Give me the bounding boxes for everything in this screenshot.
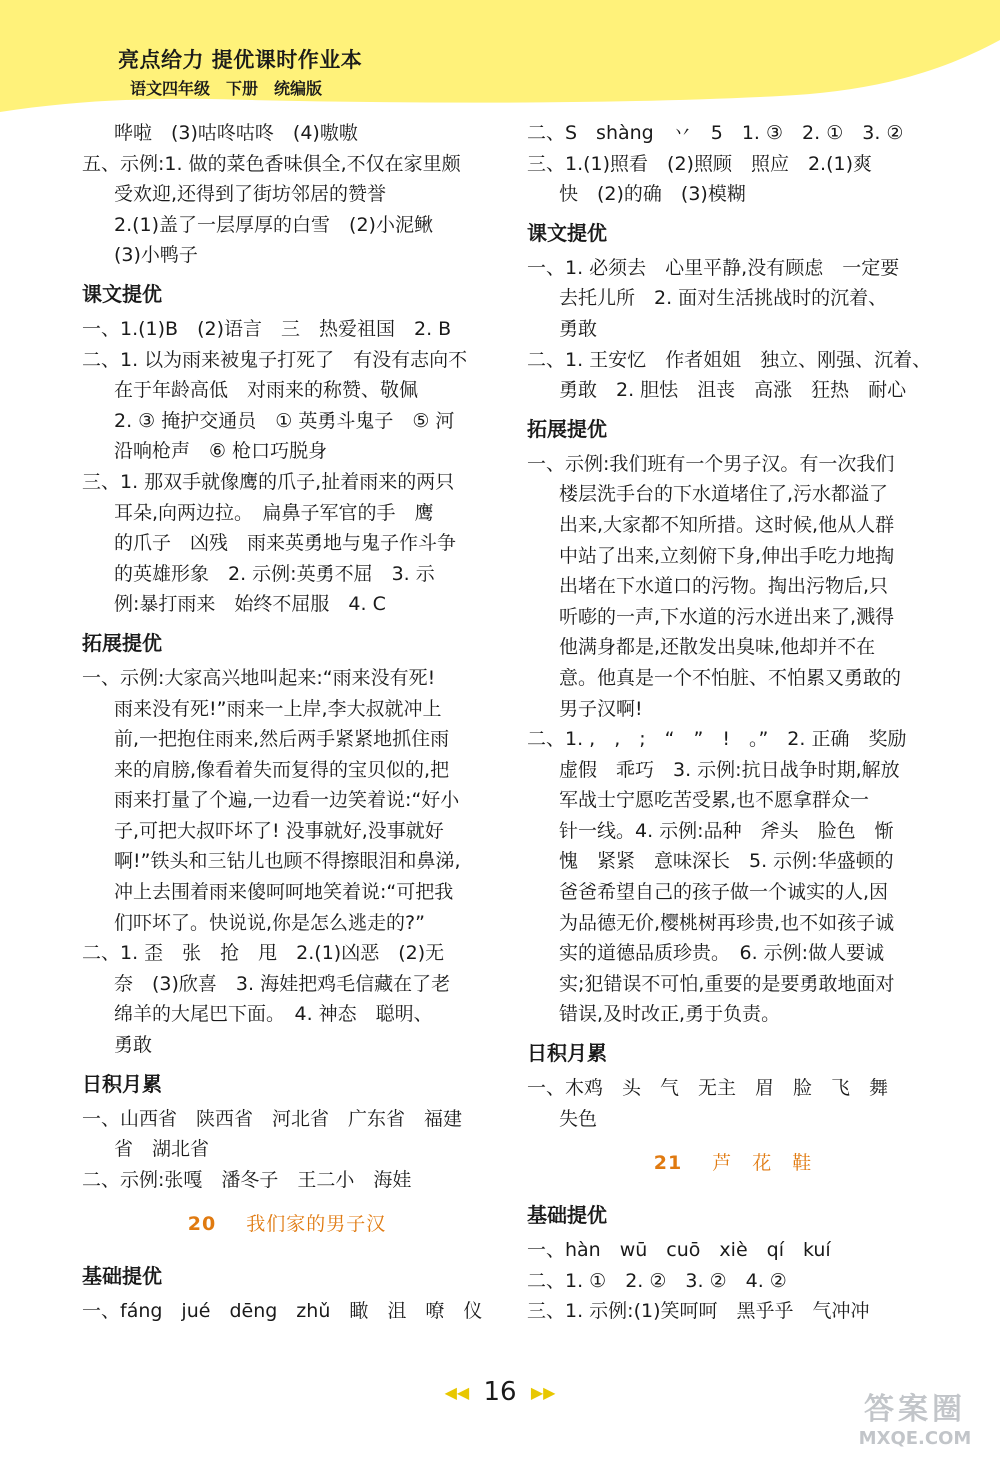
answer-line: 二、1. ① 2. ② 3. ② 4. ② (527, 1269, 787, 1292)
answer-line: 五、示例:1. 做的菜色香味俱全,不仅在家里颇 (82, 152, 461, 175)
answer-line: 冲上去围着雨来傻呵呵地笑着说:“可把我 (114, 881, 454, 904)
answer-line: 男子汉啊! (559, 697, 643, 720)
answer-line: 他满身都是,还散发出臭味,他却并不在 (559, 636, 876, 659)
section-heading: 拓展提优 (527, 416, 607, 441)
answer-line: 雨来打量了个遍,一边看一边笑着说:“好小 (114, 789, 460, 812)
watermark (830, 1392, 1000, 1454)
answer-line: 愧 紧紧 意味深长 5. 示例:华盛顿的 (559, 850, 894, 873)
answer-line: 2. ③ 掩护交通员 ① 英勇斗鬼子 ⑤ 河 (114, 409, 455, 432)
answer-line: 一、fáng jué dēng zhǔ 瞰 沮 嘹 仪 (82, 1300, 483, 1323)
answer-line: 在于年龄高低 对雨来的称赞、敬佩 (114, 379, 419, 402)
watermark-logo: 答案圈 (864, 1392, 966, 1427)
answer-line: 二、S shàng 丷 5 1. ③ 2. ① 3. ② (527, 122, 904, 144)
answer-line: 失色 (559, 1107, 598, 1130)
section-heading: 日积月累 (82, 1071, 162, 1096)
answer-line: 一、1. 必须去 心里平静,没有顾虑 一定要 (527, 256, 900, 279)
answer-line: 例:暴打雨来 始终不屈服 4. C (114, 593, 386, 616)
section-heading: 基础提优 (527, 1203, 607, 1228)
answer-line: 虚假 乖巧 3. 示例:抗日战争时期,解放 (559, 758, 900, 781)
right-column (527, 118, 939, 1327)
answer-line: 勇敢 (114, 1034, 153, 1057)
answer-line: 爸爸希望自己的孩子做一个诚实的人,因 (559, 881, 889, 904)
answer-line: 2.(1)盖了一层厚厚的白雪 (2)小泥鳅 (114, 213, 433, 236)
answer-line: 三、1. 那双手就像鹰的爪子,扯着雨来的两只 (82, 470, 455, 493)
double-left-arrow-icon[interactable]: ◀◀ (444, 1382, 470, 1402)
answer-line: 二、1. 王安忆 作者姐姐 独立、刚强、沉着、 (527, 348, 932, 371)
watermark-site: MXQE.COM (858, 1428, 972, 1449)
answer-line: 二、1. 以为雨来被鬼子打死了 有没有志向不 (82, 348, 468, 371)
book-subtitle: 语文四年级 下册 统编版 (130, 79, 323, 98)
answer-line: 一、1.(1)B (2)语言 三 热爱祖国 2. B (82, 317, 452, 340)
answer-line: 中站了出来,立刻俯下身,伸出手吃力地掏 (559, 544, 895, 567)
section-heading: 拓展提优 (82, 630, 162, 655)
lesson-title (82, 1195, 492, 1253)
answer-line: 出堵在下水道口的污物。掏出污物后,只 (559, 575, 889, 598)
answer-line: 实;犯错误不可怕,重要的是要勇敢地面对 (559, 972, 895, 995)
answer-line: 子,可把大叔吓坏了! 没事就好,没事就好 (114, 819, 444, 842)
answer-line: 三、1. 示例:(1)笑呵呵 黑乎乎 气冲冲 (527, 1300, 870, 1323)
answer-line: 的爪子 凶残 雨来英勇地与鬼子作斗争 (114, 532, 457, 555)
lesson-number: 20 (187, 1213, 217, 1236)
lesson-name: 芦 花 鞋 (712, 1152, 813, 1175)
answer-line: 楼层洗手台的下水道堵住了,污水都溢了 (559, 483, 889, 506)
answer-line: 快 (2)的确 (3)模糊 (559, 183, 746, 206)
answer-line: 针一线。4. 示例:品种 斧头 脸色 惭 (559, 819, 894, 842)
answer-line: 为品德无价,樱桃树再珍贵,也不如孩子诚 (559, 911, 895, 934)
answer-line: 啊!”铁头和三钻儿也顾不得擦眼泪和鼻涕, (114, 850, 461, 873)
section-heading: 课文提优 (527, 220, 607, 245)
section-heading: 课文提优 (82, 281, 162, 306)
book-title: 亮点给力 提优课时作业本 (118, 48, 363, 72)
answer-line: 听嘭的一声,下水道的污水迸出来了,溅得 (559, 605, 895, 628)
answer-line: 一、山西省 陕西省 河北省 广东省 福建 (82, 1107, 463, 1130)
answer-line: 雨来没有死!”雨来一上岸,李大叔就冲上 (114, 697, 442, 720)
answer-line: 奈 (3)欣喜 3. 海娃把鸡毛信藏在了老 (114, 972, 451, 995)
answer-line: 来的肩膀,像看着失而复得的宝贝似的,把 (114, 758, 450, 781)
answer-line: 沿响枪声 ⑥ 枪口巧脱身 (114, 440, 328, 463)
answer-line: 二、1. , , ; “ ” ! 。” 2. 正确 奖励 (527, 728, 907, 751)
answer-line: 意。他真是一个不怕脏、不怕累又勇敢的 (559, 666, 902, 689)
answer-line: 勇敢 (559, 317, 598, 340)
answer-line: 军战士宁愿吃苦受累,也不愿拿群众一 (559, 789, 870, 812)
answer-line: 一、hàn wū cuō xiè qí kuí (527, 1239, 831, 1262)
page-number: 16 (483, 1377, 517, 1407)
answer-line: 一、木鸡 头 气 无主 眉 脸 飞 舞 (527, 1077, 889, 1100)
answer-line: 一、示例:大家高兴地叫起来:“雨来没有死! (82, 666, 436, 689)
answer-line: 二、1. 歪 张 抢 甩 2.(1)凶恶 (2)无 (82, 942, 445, 965)
lesson-name: 我们家的男子汉 (246, 1213, 387, 1236)
answer-line: 实的道德品质珍贵。 6. 示例:做人要诚 (559, 942, 885, 965)
answer-line: 们吓坏了。快说说,你是怎么逃走的?” (114, 911, 425, 934)
answer-line: 出来,大家都不知所措。这时候,他从人群 (559, 513, 895, 536)
answer-line: 二、示例:张嘎 潘冬子 王二小 海娃 (82, 1168, 412, 1191)
double-right-arrow-icon[interactable]: ▶▶ (530, 1382, 556, 1402)
answer-line: 耳朵,向两边拉。 扁鼻子军官的手 鹰 (114, 501, 434, 524)
answer-line: 勇敢 2. 胆怯 沮丧 高涨 狂热 耐心 (559, 379, 907, 402)
answer-line: 一、示例:我们班有一个男子汉。有一次我们 (527, 452, 895, 475)
section-heading: 日积月累 (527, 1041, 607, 1066)
left-column (82, 118, 492, 1327)
answer-line: 去托儿所 2. 面对生活挑战时的沉着、 (559, 287, 888, 310)
lesson-title (527, 1134, 939, 1192)
lesson-number: 21 (653, 1152, 683, 1175)
answer-line: 哗啦 (3)咕咚咕咚 (4)嗷嗷 (114, 122, 358, 144)
answer-line: 前,一把抱住雨来,然后两手紧紧地抓住雨 (114, 728, 450, 751)
answer-line: 错误,及时改正,勇于负责。 (559, 1003, 781, 1026)
answer-line: 三、1.(1)照看 (2)照顾 照应 2.(1)爽 (527, 152, 872, 175)
answer-line: 的英雄形象 2. 示例:英勇不屈 3. 示 (114, 562, 435, 585)
answer-line: (3)小鸭子 (114, 244, 198, 267)
section-heading: 基础提优 (82, 1264, 162, 1289)
answer-line: 受欢迎,还得到了街坊邻居的赞誉 (114, 183, 387, 206)
answer-line: 省 湖北省 (114, 1138, 210, 1161)
answer-line: 绵羊的大尾巴下面。 4. 神态 聪明、 (114, 1003, 433, 1026)
